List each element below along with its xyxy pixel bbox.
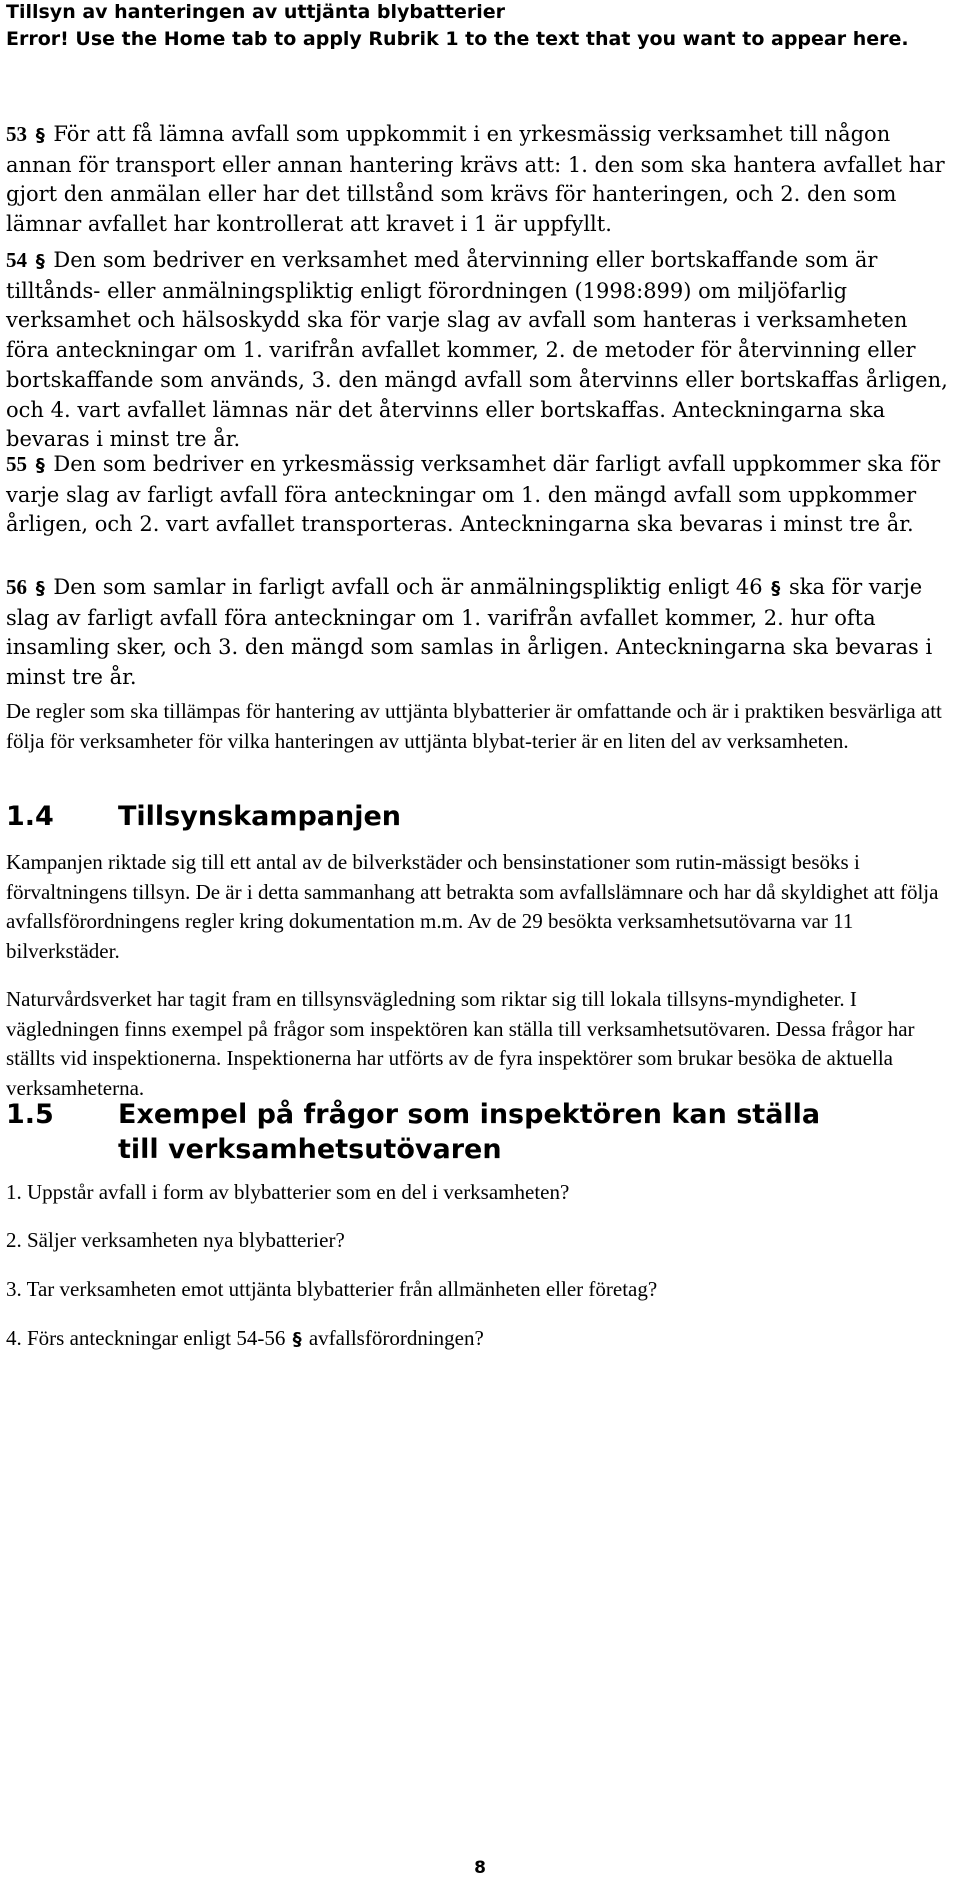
- heading-title: Exempel på frågor som inspektören kan ställa till verksamhetsutövaren: [118, 1099, 821, 1165]
- paragraph-sign-icon: §: [35, 455, 45, 476]
- section-text-cont: ska för varje slag av farligt avfall föra anteckningar om 1. varifrån avfallet kommer, 2. hur ofta insamling sker, och 3. den mängd som samlas in årligen. Anteckningarna ska bevaras i minst tre år.: [6, 575, 933, 690]
- heading-number: 1.4: [6, 801, 54, 832]
- paragraph-sign-icon: §: [35, 251, 45, 272]
- section-54: [6, 246, 954, 455]
- section-number: 56: [6, 575, 27, 599]
- paragraph-sign-icon: §: [771, 578, 781, 599]
- page-number: 8: [474, 1858, 486, 1878]
- paragraph-sign-icon: §: [292, 1329, 302, 1350]
- question-4: [6, 1325, 954, 1353]
- section-number: 53: [6, 122, 27, 146]
- question-text: 4. Förs anteckningar enligt 54-56: [6, 1326, 286, 1350]
- section-56: [6, 573, 954, 693]
- section-text: För att få lämna avfall som uppkommit i en yrkesmässig verksamhet till någon annan för transport eller annan hantering krävs att: 1. den som ska hantera avfallet har gjort den anmälan eller har det tillstånd som krävs för hanteringen, och 2. den som lämnar avfallet har kontrollerat att kravet i 1 är uppfyllt.: [6, 122, 945, 237]
- question-1: 1. Uppstår avfall i form av blybatterier som en del i verksamheten?: [6, 1180, 570, 1204]
- section-53: [6, 120, 954, 240]
- running-header-title: Tillsyn av hanteringen av uttjänta blybatterier: [6, 1, 506, 23]
- question-text-cont: avfallsförordningen?: [308, 1326, 484, 1350]
- paragraph-naturvardsverket: Naturvårdsverket har tagit fram en tillsynsvägledning som riktar sig till lokala tillsyns-myndigheter. I vägledningen finns exempel på frågor som inspektören kan ställa till verksamhetsutövaren. Dessa frågor har ställts vid inspektionerna. Inspektionerna har utförts av de fyra inspektörer som brukar besöka de aktuella verksamheterna.: [6, 987, 915, 1101]
- section-number: 55: [6, 452, 27, 476]
- running-header-error: Error! Use the Home tab to apply Rubrik 1 to the text that you want to appear here.: [6, 28, 909, 50]
- question-2: 2. Säljer verksamheten nya blybatterier?: [6, 1228, 345, 1252]
- paragraph-regler: De regler som ska tillämpas för hantering av uttjänta blybatterier är omfattande och är i praktiken besvärliga att följa för verksamheter för vilka hanteringen av uttjänta blybat-terier är en liten del av verksamheten.: [6, 699, 942, 753]
- paragraph-sign-icon: §: [35, 578, 45, 599]
- section-text: Den som bedriver en verksamhet med återvinning eller bortskaffande som är tilltånds- eller anmälningspliktig enligt förordningen (1998:899) om miljöfarlig verksamhet och hälsoskydd ska för varje slag av avfall som hanteras i verksamheten föra anteckningar om 1. varifrån avfallet kommer, 2. de metoder för återvinning eller bortskaffande som används, 3. den mängd avfall som återvinns eller bortskaffas årligen, och 4. vart avfallet lämnas när det återvinns eller bortskaffas. Anteckningarna ska bevaras i minst tre år.: [6, 248, 948, 452]
- heading-title: Tillsynskampanjen: [118, 801, 402, 832]
- heading-number: 1.5: [6, 1099, 54, 1130]
- heading-1-4: [6, 799, 954, 834]
- section-55: [6, 450, 954, 540]
- section-number: 54: [6, 248, 27, 272]
- paragraph-sign-icon: §: [35, 125, 45, 146]
- question-3: 3. Tar verksamheten emot uttjänta blybatterier från allmänheten eller företag?: [6, 1277, 658, 1301]
- paragraph-kampanjen: Kampanjen riktade sig till ett antal av de bilverkstäder och bensinstationer som rutin-mässigt besöks i förvaltningens tillsyn. De är i detta sammanhang att betrakta som avfallslämnare och har då skyldighet att följa avfallsförordningens regler kring dokumentation m.m. Av de 29 besökta verksamhetsutövarna var 11 bilverkstäder.: [6, 850, 939, 964]
- section-text: Den som bedriver en yrkesmässig verksamhet där farligt avfall uppkommer ska för varje slag av farligt avfall föra anteckningar om 1. den mängd avfall som uppkommer årligen, och 2. vart avfallet transporteras. Anteckningarna ska bevaras i minst tre år.: [6, 452, 941, 537]
- heading-1-5: [6, 1097, 954, 1167]
- section-text: Den som samlar in farligt avfall och är anmälningspliktig enligt 46: [53, 575, 763, 599]
